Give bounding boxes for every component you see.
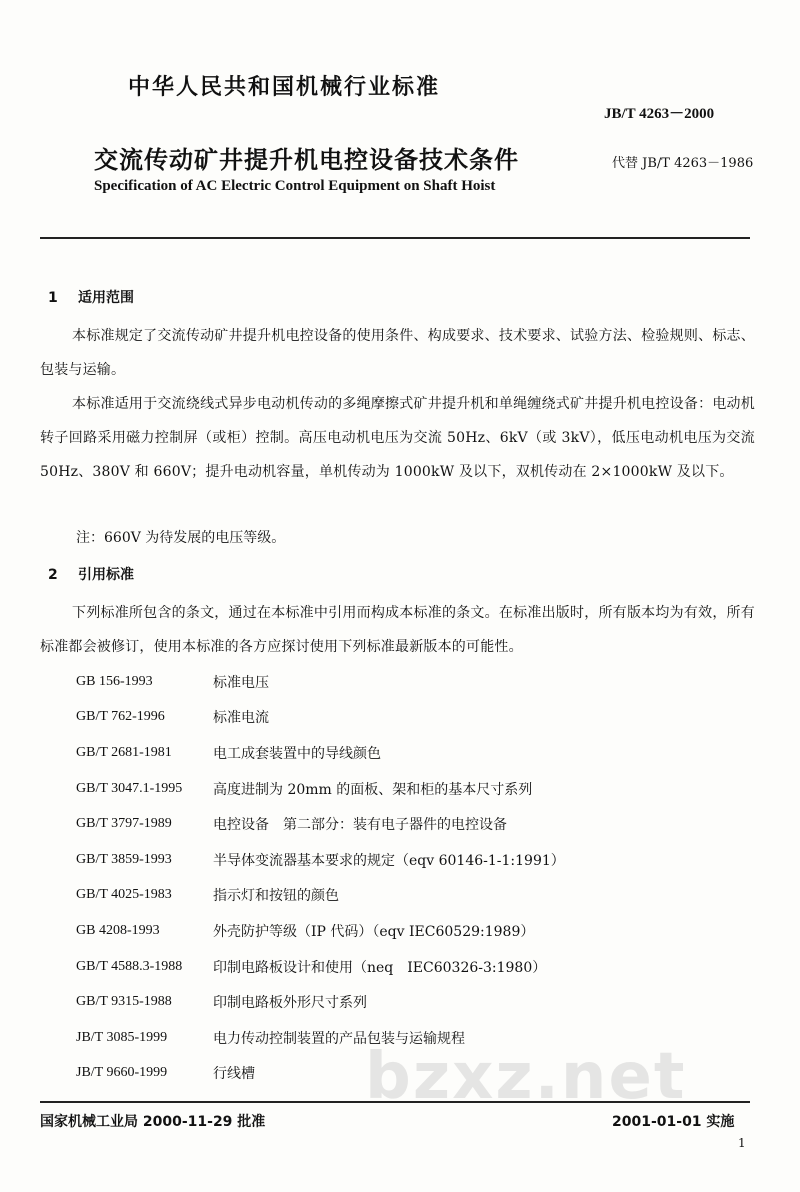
reference-code: JB/T 3085-1999 (76, 1029, 168, 1045)
reference-title: 半导体变流器基本要求的规定（eqv 60146-1-1:1991） (213, 852, 565, 869)
reference-code: GB/T 4025-1983 (76, 887, 172, 903)
reference-code: GB/T 2681-1981 (76, 744, 172, 760)
standard-number: JB/T 4263－2000 (604, 106, 715, 122)
reference-code: GB/T 9315-1988 (76, 994, 172, 1010)
reference-title: 电控设备 第二部分：装有电子器件的电控设备 (213, 817, 507, 834)
list-item (76, 949, 716, 985)
issuing-organization: 中华人民共和国机械行业标准 (128, 75, 441, 100)
reference-title: 印制电路板外形尺寸系列 (213, 995, 367, 1012)
reference-code: JB/T 9660-1999 (76, 1065, 168, 1081)
page-number: 1 (738, 1136, 746, 1150)
reference-title: 电力传动控制装置的产品包装与运输规程 (213, 1030, 465, 1047)
list-item (76, 806, 716, 842)
watermark: bzxz.net (365, 1040, 687, 1114)
section-1-heading (48, 287, 134, 307)
title-english: Specification of AC Electric Control Equipment on Shaft Hoist (94, 178, 496, 194)
replaces-standard: 代替 JB/T 4263－1986 (612, 156, 754, 171)
referenced-standards-list (76, 664, 716, 1091)
section-number: 2 (48, 567, 58, 583)
reference-title: 高度进制为 20mm 的面板、架和柜的基本尺寸系列 (213, 781, 533, 798)
list-item (76, 664, 716, 700)
list-item (76, 878, 716, 914)
reference-code: GB/T 3859-1993 (76, 851, 172, 867)
footer-divider (40, 1101, 750, 1103)
reference-title: 行线槽 (213, 1066, 255, 1083)
list-item (76, 913, 716, 949)
reference-code: GB 4208-1993 (76, 922, 160, 938)
list-item (76, 700, 716, 736)
reference-code: GB/T 3047.1-1995 (76, 780, 183, 796)
list-item (76, 1020, 716, 1056)
reference-title: 标准电压 (213, 674, 269, 691)
implementation-date: 2001-01-01 实施 (612, 1114, 735, 1130)
reference-code: GB/T 4588.3-1988 (76, 958, 183, 974)
list-item (76, 1056, 716, 1092)
section-1-paragraph-2: 本标准适用于交流绕线式异步电动机传动的多绳摩擦式矿井提升机和单绳缠绕式矿井提升机电控设备：电动机转子回路采用磁力控制屏（或柜）控制。高压电动机电压为交流 50Hz、6kV（或 3kV），低压电动机电压为交流 50Hz、380V 和 660V；提升电动机容量，单机传动为 1000kW 及以下，双机传动在 2×1000kW 及以下。 (40, 396, 755, 480)
approval-line: 国家机械工业局 2000-11-29 批准 (40, 1114, 266, 1130)
reference-title: 电工成套装置中的导线颜色 (213, 745, 381, 762)
reference-title: 印制电路板设计和使用（neq IEC60326-3:1980） (213, 959, 547, 976)
reference-code: GB/T 762-1996 (76, 709, 165, 725)
list-item (76, 735, 716, 771)
list-item (76, 984, 716, 1020)
header-divider (40, 237, 750, 239)
list-item (76, 771, 716, 807)
section-1-paragraph-1: 本标准规定了交流传动矿井提升机电控设备的使用条件、构成要求、技术要求、试验方法、检验规则、标志、包装与运输。 (40, 328, 755, 378)
section-2-heading (48, 564, 134, 584)
reference-title: 外壳防护等级（IP 代码）（eqv IEC60529:1989） (213, 923, 535, 940)
reference-code: GB/T 3797-1989 (76, 816, 172, 832)
section-title: 引用标准 (78, 567, 134, 583)
section-1-note: 注：660V 为待发展的电压等级。 (76, 530, 286, 546)
reference-title: 标准电流 (213, 710, 269, 727)
list-item (76, 842, 716, 878)
title-chinese: 交流传动矿井提升机电控设备技术条件 (94, 146, 519, 174)
section-title: 适用范围 (78, 290, 134, 306)
reference-code: GB 156-1993 (76, 673, 153, 689)
section-2-paragraph: 下列标准所包含的条文，通过在本标准中引用而构成本标准的条文。在标准出版时，所有版本均为有效，所有标准都会被修订，使用本标准的各方应探讨使用下列标准最新版本的可能性。 (40, 605, 755, 655)
section-number: 1 (48, 290, 58, 306)
reference-title: 指示灯和按钮的颜色 (213, 888, 339, 905)
